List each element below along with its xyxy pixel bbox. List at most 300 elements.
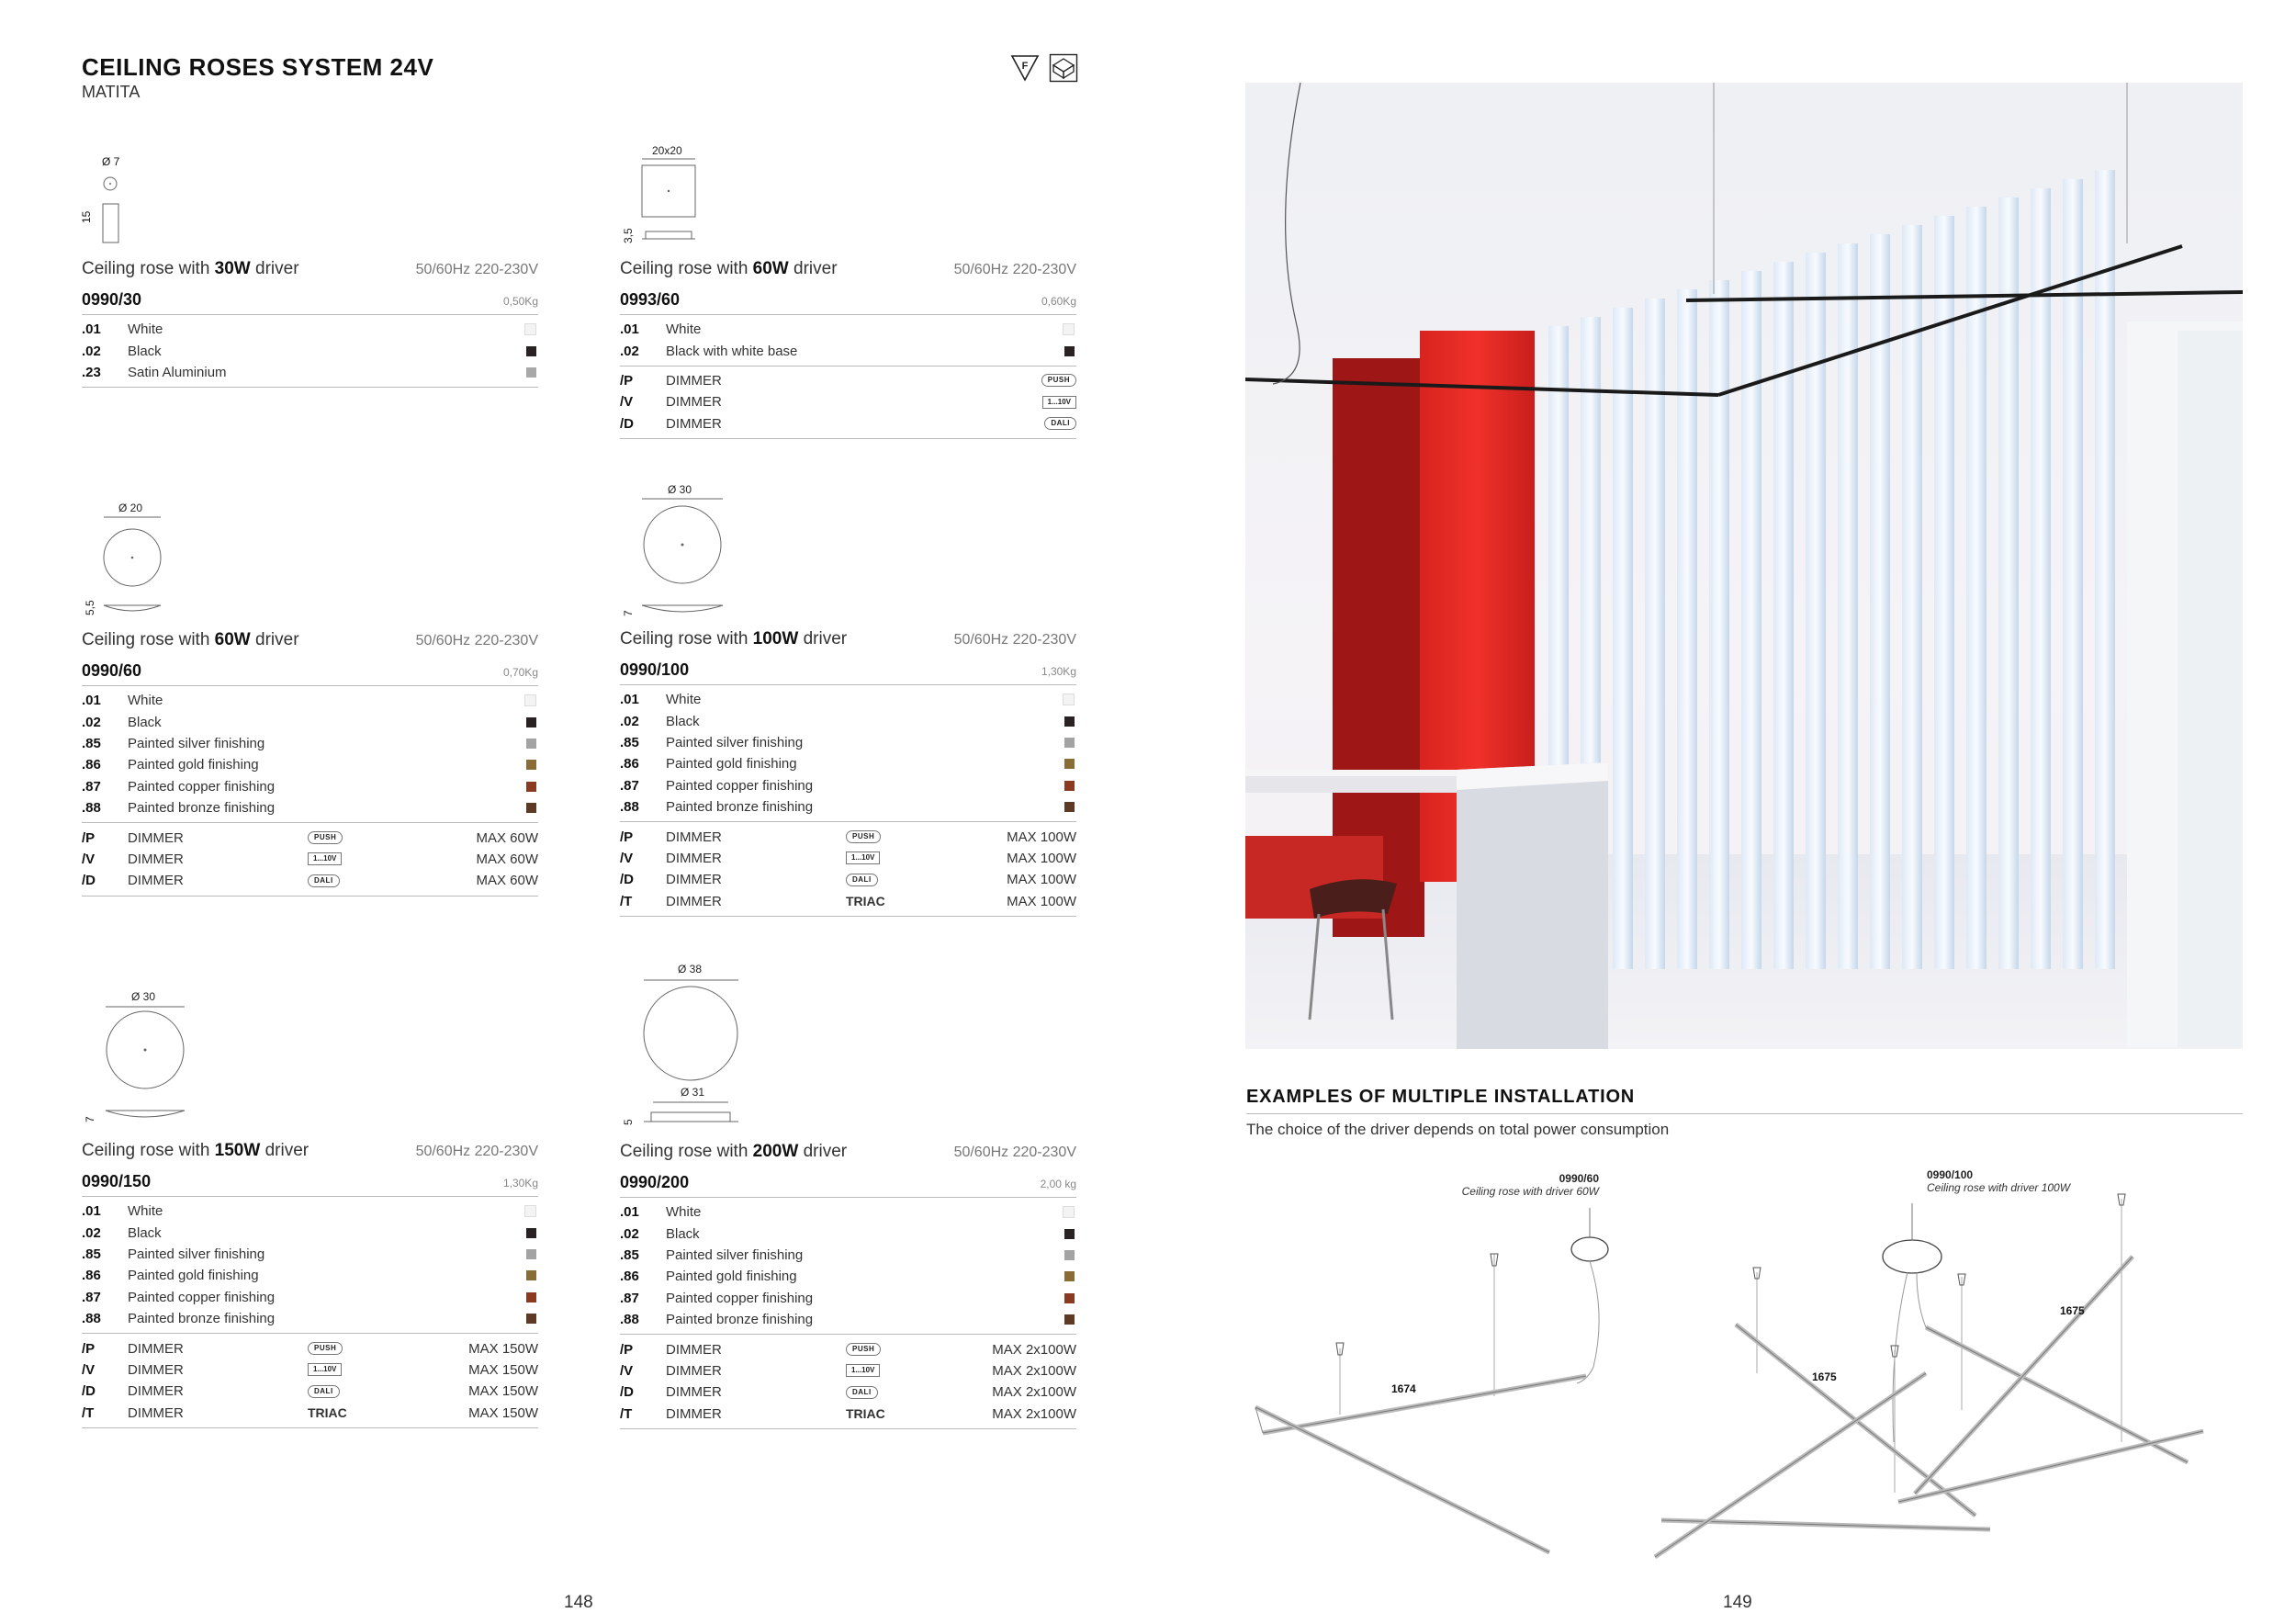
color-swatch [1064,1271,1075,1281]
dimmer-list [620,1335,1076,1429]
dimmer-name: DIMMER [666,1362,722,1379]
variant-code: .85 [620,734,639,750]
color-swatch [526,1292,536,1303]
dimmer-row [82,1337,538,1359]
dimmer-code: /P [620,372,634,389]
code-row [82,290,538,315]
dimension-drawing [82,152,538,259]
variant-row [620,1309,1076,1330]
dimmer-code: /D [620,872,634,888]
driver-watt: 60W [214,630,251,649]
variant-code: .01 [82,1203,101,1220]
dimmer-name: DIMMER [666,872,722,888]
product-drawing [82,502,538,630]
1-10v-badge: 1...10V [846,851,880,864]
dimension-drawing [620,142,1076,259]
product-drawing [620,142,1076,259]
variant-name: White [666,321,702,338]
dimmer-row [620,1338,1076,1359]
dimension-label: 20x20 [652,144,682,157]
color-swatch [526,367,536,378]
variant-list [82,686,538,823]
dali-badge: DALI [308,1385,340,1398]
color-swatch [526,739,536,749]
product-weight: 1,30Kg [502,1177,538,1190]
product-weight: 0,50Kg [502,295,538,308]
variant-row [620,319,1076,340]
desc-suffix: driver [260,1141,310,1160]
dimension-label: Ø 38 [678,963,703,976]
color-swatch [1064,1314,1075,1325]
push-badge: PUSH [308,1342,343,1355]
example-right-code: 0990/100 [1927,1168,1974,1181]
variant-code: .01 [620,321,639,338]
dimmer-row [620,1404,1076,1425]
variant-code: .87 [620,777,639,794]
variant-row [82,1287,538,1308]
variant-name: Painted bronze finishing [666,1312,814,1328]
product-weight: 0,60Kg [1041,295,1076,308]
desc-prefix: Ceiling rose with [620,259,753,278]
variant-row [82,1222,538,1243]
variant-name: Painted silver finishing [128,1246,265,1262]
color-swatch [524,1205,536,1217]
dimmer-code: /P [82,829,96,846]
push-badge: PUSH [1041,374,1076,387]
color-swatch [1063,323,1075,335]
color-swatch [1063,1206,1075,1218]
push-badge: PUSH [846,1343,881,1356]
example-right-dim-a: 1675 [1812,1370,1837,1383]
dimmer-code: /D [620,415,634,432]
dimension-drawing [82,990,538,1141]
desc-suffix: driver [788,259,838,278]
variant-list [620,1198,1076,1335]
push-badge: PUSH [846,830,881,843]
code-row [620,290,1076,315]
dimmer-row [620,391,1076,412]
variant-code: .01 [620,1204,639,1221]
dimmer-name: DIMMER [666,1405,722,1422]
variant-list [620,315,1076,367]
dimmer-list [620,367,1076,439]
variant-code: .88 [620,1312,639,1328]
variant-row [82,1201,538,1222]
dimmer-max: MAX 150W [468,1383,538,1400]
voltage: 50/60Hz 220-230V [415,633,538,648]
variant-code: .02 [82,343,101,359]
variant-row [620,1201,1076,1223]
color-swatch [1064,781,1075,791]
product-headline [82,630,538,650]
variant-name: Painted gold finishing [128,1268,259,1284]
code-row [82,1172,538,1197]
code-row [620,660,1076,685]
page-title: CEILING ROSES SYSTEM 24V [82,53,434,81]
variant-row [82,711,538,732]
dimmer-list [620,822,1076,917]
variant-name: Painted silver finishing [666,734,804,750]
dimmer-name: DIMMER [666,850,722,866]
dimmer-name: DIMMER [128,1404,184,1421]
product-code: 0990/100 [620,660,690,679]
variant-code: .87 [82,1289,101,1305]
dimmer-name: DIMMER [128,1340,184,1357]
color-swatch [526,760,536,770]
dimmer-max: MAX 100W [1007,893,1076,909]
dimmer-max: MAX 60W [476,851,538,867]
variant-name: White [128,321,163,338]
variant-row [82,319,538,340]
examples-note: The choice of the driver depends on total power consumption [1246,1121,1670,1138]
variant-code: .02 [82,1224,101,1241]
1-10v-badge: 1...10V [1042,396,1076,409]
dimmer-code: /P [82,1340,96,1357]
dimmer-row [620,848,1076,869]
dimmer-code: /V [620,850,634,866]
dali-badge: DALI [1044,417,1076,430]
desc-suffix: driver [250,630,299,649]
variant-row [620,732,1076,753]
variant-row [82,1244,538,1265]
variant-name: Satin Aluminium [128,364,227,380]
desc-prefix: Ceiling rose with [82,630,215,649]
variant-name: Painted copper finishing [666,1290,814,1306]
dimension-drawing [620,960,1076,1142]
variant-row [82,1308,538,1329]
product-weight: 1,30Kg [1041,665,1076,678]
desc-suffix: driver [798,629,848,648]
product-code: 0990/150 [82,1172,152,1190]
variant-code: .02 [620,713,639,729]
product-0990-100 [620,480,1076,917]
variant-name: White [666,692,702,708]
dimmer-name: DIMMER [666,893,722,909]
variant-code: .88 [620,799,639,816]
color-swatch [1064,738,1075,748]
variant-name: Black [666,713,700,729]
dimmer-list [82,1334,538,1428]
section-divider [1246,1113,2243,1114]
product-0990-150 [82,990,538,1428]
color-swatch [526,346,536,356]
variant-name: Black [128,343,162,359]
dimmer-code: /V [82,851,96,867]
dimmer-max: MAX 100W [1007,829,1076,845]
product-drawing [82,152,538,259]
product-0990-60 [82,502,538,897]
product-weight: 2,00 kg [1040,1178,1076,1190]
push-badge: PUSH [308,831,343,844]
driver-watt: 30W [214,259,251,278]
dali-badge: DALI [846,1386,878,1399]
driver-watt: 60W [752,259,789,278]
variant-code: .85 [620,1246,639,1263]
dimmer-row [620,1360,1076,1382]
ceiling-mount-icon [1049,53,1078,83]
variant-row [82,754,538,775]
dimmer-row [82,1381,538,1402]
product-code: 0990/30 [82,290,142,309]
installation-diagram [1246,1167,2243,1571]
variant-code: .01 [82,321,101,338]
variant-row [620,796,1076,818]
dimmer-name: DIMMER [666,372,722,389]
example-right-label [1927,1168,2070,1194]
dimmer-max: MAX 150W [468,1340,538,1357]
dimension-label: 15 [80,210,93,223]
dimmer-code: /P [620,829,634,845]
voltage: 50/60Hz 220-230V [415,1144,538,1159]
variant-code: .86 [82,757,101,773]
variant-name: White [128,1203,163,1220]
variant-code: .85 [82,1246,101,1262]
f-mark-icon [1010,53,1040,83]
dimmer-name: DIMMER [128,873,184,889]
code-row [620,1173,1076,1198]
variant-row [82,733,538,754]
variant-row [82,797,538,818]
variant-code: .86 [620,1269,639,1285]
variant-name: Painted gold finishing [666,756,797,773]
desc-suffix: driver [250,259,299,278]
product-headline [620,629,1076,649]
variant-name: Painted copper finishing [666,777,814,794]
color-swatch [1063,694,1075,705]
triac-badge: TRIAC [846,894,885,909]
variant-row [82,1265,538,1286]
example-left [1255,1208,1608,1552]
variant-code: .23 [82,364,101,380]
color-swatch [526,782,536,792]
color-swatch [526,1314,536,1324]
dimension-drawing [620,480,1076,629]
page-subtitle: MATITA [82,83,141,101]
color-swatch [526,1228,536,1238]
variant-name: Painted copper finishing [128,1289,276,1305]
variant-name: Painted bronze finishing [666,799,814,816]
dimmer-row [620,869,1076,890]
variant-code: .87 [620,1290,639,1306]
variant-row [620,1245,1076,1266]
dimmer-name: DIMMER [128,829,184,846]
variant-name: Black [666,1225,700,1242]
variant-code: .86 [82,1268,101,1284]
product-0993-60 [620,142,1076,439]
color-swatch [1064,1229,1075,1239]
driver-watt: 200W [752,1142,799,1161]
product-0990-200 [620,960,1076,1429]
svg-text:F: F [1021,61,1029,72]
desc-prefix: Ceiling rose with [82,1141,215,1160]
color-swatch [526,803,536,813]
variant-code: .02 [82,714,101,730]
example-right-desc: Ceiling rose with driver 100W [1927,1181,2071,1194]
dimension-label: 7 [84,1116,96,1122]
dimension-label: Ø 7 [102,155,120,168]
dimmer-max: MAX 2x100W [992,1341,1076,1358]
dimmer-code: /V [620,394,634,411]
examples-title: EXAMPLES OF MULTIPLE INSTALLATION [1246,1087,1636,1107]
dimmer-name: DIMMER [666,829,722,845]
variant-code: .85 [82,735,101,751]
dimension-label: 3,5 [622,228,635,243]
product-weight: 0,70Kg [502,666,538,679]
variant-code: .02 [620,1225,639,1242]
variant-name: Painted silver finishing [666,1246,804,1263]
color-swatch [1064,802,1075,812]
dimmer-row [82,1359,538,1381]
dimmer-max: MAX 2x100W [992,1405,1076,1422]
variant-name: Painted gold finishing [666,1269,797,1285]
voltage: 50/60Hz 220-230V [415,262,538,277]
variant-list [620,685,1076,822]
product-headline [620,1142,1076,1162]
variant-code: .87 [82,778,101,795]
color-swatch [1064,716,1075,727]
dimmer-name: DIMMER [666,1384,722,1401]
product-code: 0990/60 [82,661,142,680]
dali-badge: DALI [308,874,340,887]
dimmer-code: /D [620,1384,634,1401]
variant-code: .86 [620,756,639,773]
variant-name: White [128,693,163,709]
variant-row [82,340,538,361]
product-headline [82,1141,538,1161]
dimmer-row [82,1403,538,1424]
driver-watt: 150W [214,1141,261,1160]
dimmer-row [620,891,1076,912]
variant-row [620,1288,1076,1309]
product-headline [620,259,1076,279]
dimmer-max: MAX 100W [1007,872,1076,888]
dimension-label: Ø 31 [681,1086,705,1099]
dimmer-max: MAX 60W [476,873,538,889]
dimmer-max: MAX 2x100W [992,1384,1076,1401]
variant-name: Black with white base [666,343,798,359]
dimmer-code: /T [620,893,633,909]
variant-name: Black [128,1224,162,1241]
color-swatch [1064,1250,1075,1260]
product-drawing [82,990,538,1141]
dimmer-code: /P [620,1341,634,1358]
dimmer-max: MAX 60W [476,829,538,846]
dimmer-row [620,1382,1076,1403]
dimmer-row [82,870,538,891]
example-left-dim: 1674 [1391,1382,1416,1395]
dimmer-max: MAX 100W [1007,850,1076,866]
dimmer-code: /V [620,1362,634,1379]
variant-name: Painted copper finishing [128,778,276,795]
dimension-drawing [82,502,538,630]
variant-code: .01 [620,692,639,708]
example-right [1655,1194,2203,1557]
variant-row [82,690,538,711]
variant-row [620,775,1076,796]
page-number-left: 148 [564,1593,593,1612]
color-swatch [526,1270,536,1280]
variant-code: .02 [620,343,639,359]
color-swatch [1064,1293,1075,1303]
dimmer-name: DIMMER [666,415,722,432]
variant-name: Painted bronze finishing [128,800,276,817]
1-10v-badge: 1...10V [846,1364,880,1377]
triac-badge: TRIAC [846,1406,885,1422]
dimension-label: 5,5 [84,600,96,615]
dimension-label: 7 [622,610,635,616]
dimmer-row [82,849,538,870]
dimension-label: Ø 30 [668,483,692,496]
variant-row [82,362,538,383]
dimension-label: Ø 20 [118,502,143,514]
product-code: 0990/200 [620,1173,690,1191]
variant-name: White [666,1204,702,1221]
variant-row [620,710,1076,731]
dimmer-row [620,370,1076,391]
dimmer-name: DIMMER [128,1383,184,1400]
dimmer-max: MAX 150W [468,1404,538,1421]
variant-row [620,753,1076,774]
dimmer-name: DIMMER [128,851,184,867]
variant-row [620,340,1076,361]
variant-row [620,1223,1076,1244]
variant-name: Painted gold finishing [128,757,259,773]
voltage: 50/60Hz 220-230V [953,632,1076,648]
dimmer-name: DIMMER [128,1361,184,1378]
color-swatch [1064,759,1075,769]
driver-watt: 100W [752,629,799,648]
example-left-code: 0990/60 [1559,1172,1599,1185]
variant-name: Painted silver finishing [128,735,265,751]
dimmer-max: MAX 2x100W [992,1362,1076,1379]
color-swatch [1064,346,1075,356]
variant-code: .01 [82,693,101,709]
variant-name: Painted bronze finishing [128,1311,276,1327]
variant-row [620,1266,1076,1287]
dimmer-row [620,413,1076,434]
code-row [82,661,538,686]
variant-code: .88 [82,800,101,817]
product-code: 0993/60 [620,290,681,309]
color-swatch [524,694,536,706]
dimmer-code: /V [82,1361,96,1378]
dimension-label: 5 [622,1119,635,1125]
product-drawing [620,480,1076,629]
color-swatch [524,323,536,335]
voltage: 50/60Hz 220-230V [953,262,1076,277]
variant-name: Black [128,714,162,730]
dimmer-name: DIMMER [666,394,722,411]
page-number-right: 149 [1723,1593,1752,1612]
color-swatch [526,1249,536,1259]
1-10v-badge: 1...10V [308,852,342,865]
desc-prefix: Ceiling rose with [620,1142,753,1161]
1-10v-badge: 1...10V [308,1363,342,1376]
dimmer-list [82,823,538,896]
product-0990-30 [82,152,538,388]
dimension-label: Ø 30 [131,990,156,1003]
desc-prefix: Ceiling rose with [620,629,753,648]
variant-code: .88 [82,1311,101,1327]
dali-badge: DALI [846,874,878,886]
triac-badge: TRIAC [308,1405,347,1421]
dimmer-row [82,827,538,848]
desc-suffix: driver [798,1142,848,1161]
dimmer-row [620,826,1076,847]
example-right-dim-b: 1675 [2060,1304,2085,1317]
example-left-desc: Ceiling rose with driver 60W [1461,1185,1599,1198]
dimmer-name: DIMMER [666,1341,722,1358]
